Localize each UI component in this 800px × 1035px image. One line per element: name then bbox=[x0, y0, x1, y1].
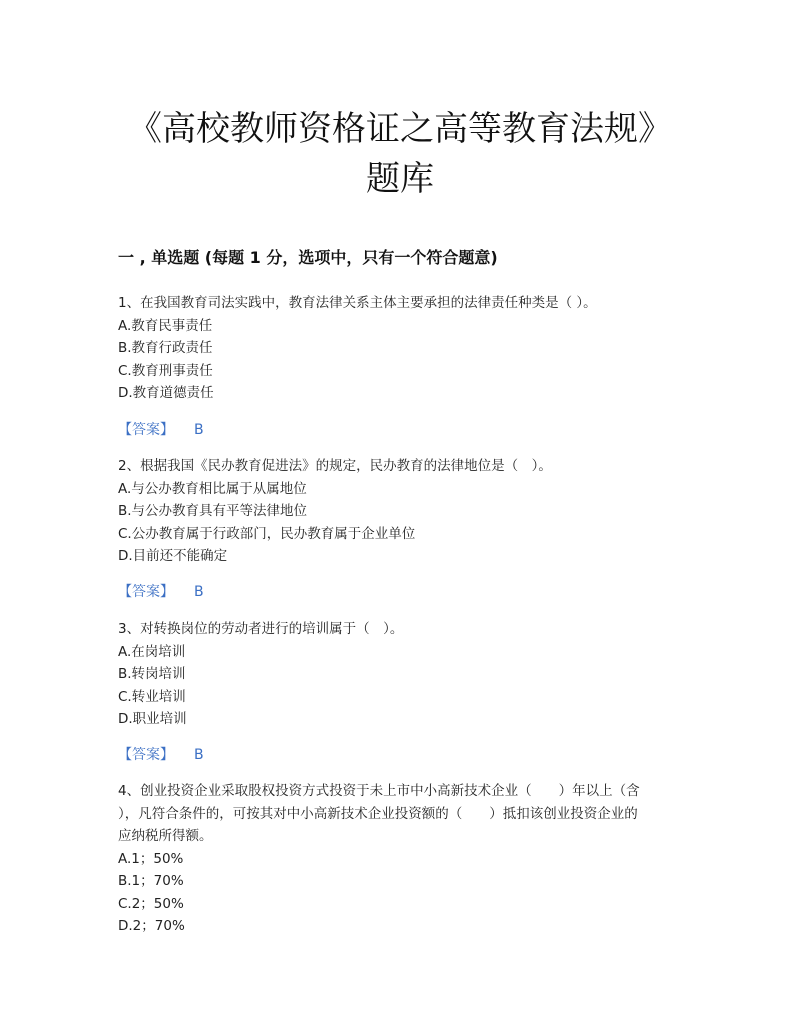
answer-label: 【答案】 bbox=[118, 747, 174, 763]
option-d: D.目前还不能确定 bbox=[118, 548, 228, 564]
option-c: C.2；50% bbox=[118, 895, 184, 912]
option-c: C.教育刑事责任 bbox=[118, 362, 213, 379]
answer-label: 【答案】 bbox=[118, 422, 174, 438]
option-b: B.1；70% bbox=[118, 873, 184, 889]
option-c: C.公办教育属于行政部门，民办教育属于企业单位 bbox=[118, 525, 416, 542]
question-2 bbox=[118, 455, 688, 568]
question-4 bbox=[118, 780, 688, 938]
question-1 bbox=[118, 292, 688, 405]
answer-1 bbox=[118, 419, 204, 441]
answer-3 bbox=[118, 744, 204, 766]
question-text: 1、在我国教育司法实践中，教育法律关系主体主要承担的法律责任种类是（ ）。 bbox=[118, 295, 597, 311]
question-text-line-2: ），凡符合条件的，可按其对中小高新技术企业投资额的（ ）抵扣该创业投资企业的 bbox=[118, 805, 638, 822]
question-3 bbox=[118, 618, 688, 731]
question-text-line-3: 应纳税所得额。 bbox=[118, 828, 213, 844]
option-a: A.在岗培训 bbox=[118, 643, 186, 660]
option-a: A.与公办教育相比属于从属地位 bbox=[118, 480, 307, 497]
option-d: D.2；70% bbox=[118, 918, 185, 934]
question-text-line-1: 4、创业投资企业采取股权投资方式投资于未上市中小高新技术企业（ ）年以上（含 bbox=[118, 783, 640, 799]
section-heading: 一 , 单选题 (每题 1 分，选项中，只有一个符合题意) bbox=[118, 248, 498, 267]
title-line-2: 题库 bbox=[366, 159, 434, 199]
option-b: B.与公办教育具有平等法律地位 bbox=[118, 503, 308, 519]
option-c: C.转业培训 bbox=[118, 688, 186, 705]
question-text: 3、对转换岗位的劳动者进行的培训属于（ ）。 bbox=[118, 621, 404, 637]
answer-value: B bbox=[194, 747, 204, 763]
answer-2 bbox=[118, 581, 204, 603]
answer-value: B bbox=[194, 422, 204, 438]
answer-value: B bbox=[194, 584, 204, 600]
option-a: A.1；50% bbox=[118, 850, 184, 867]
option-d: D.职业培训 bbox=[118, 711, 187, 727]
option-d: D.教育道德责任 bbox=[118, 385, 214, 401]
answer-label: 【答案】 bbox=[118, 584, 174, 600]
option-b: B.教育行政责任 bbox=[118, 340, 213, 356]
title-line-1: 《高校教师资格证之高等教育法规》 bbox=[128, 109, 672, 149]
option-a: A.教育民事责任 bbox=[118, 317, 213, 334]
option-b: B.转岗培训 bbox=[118, 666, 186, 682]
question-text: 2、根据我国《民办教育促进法》的规定，民办教育的法律地位是（ ）。 bbox=[118, 458, 552, 474]
document-title bbox=[60, 104, 740, 204]
